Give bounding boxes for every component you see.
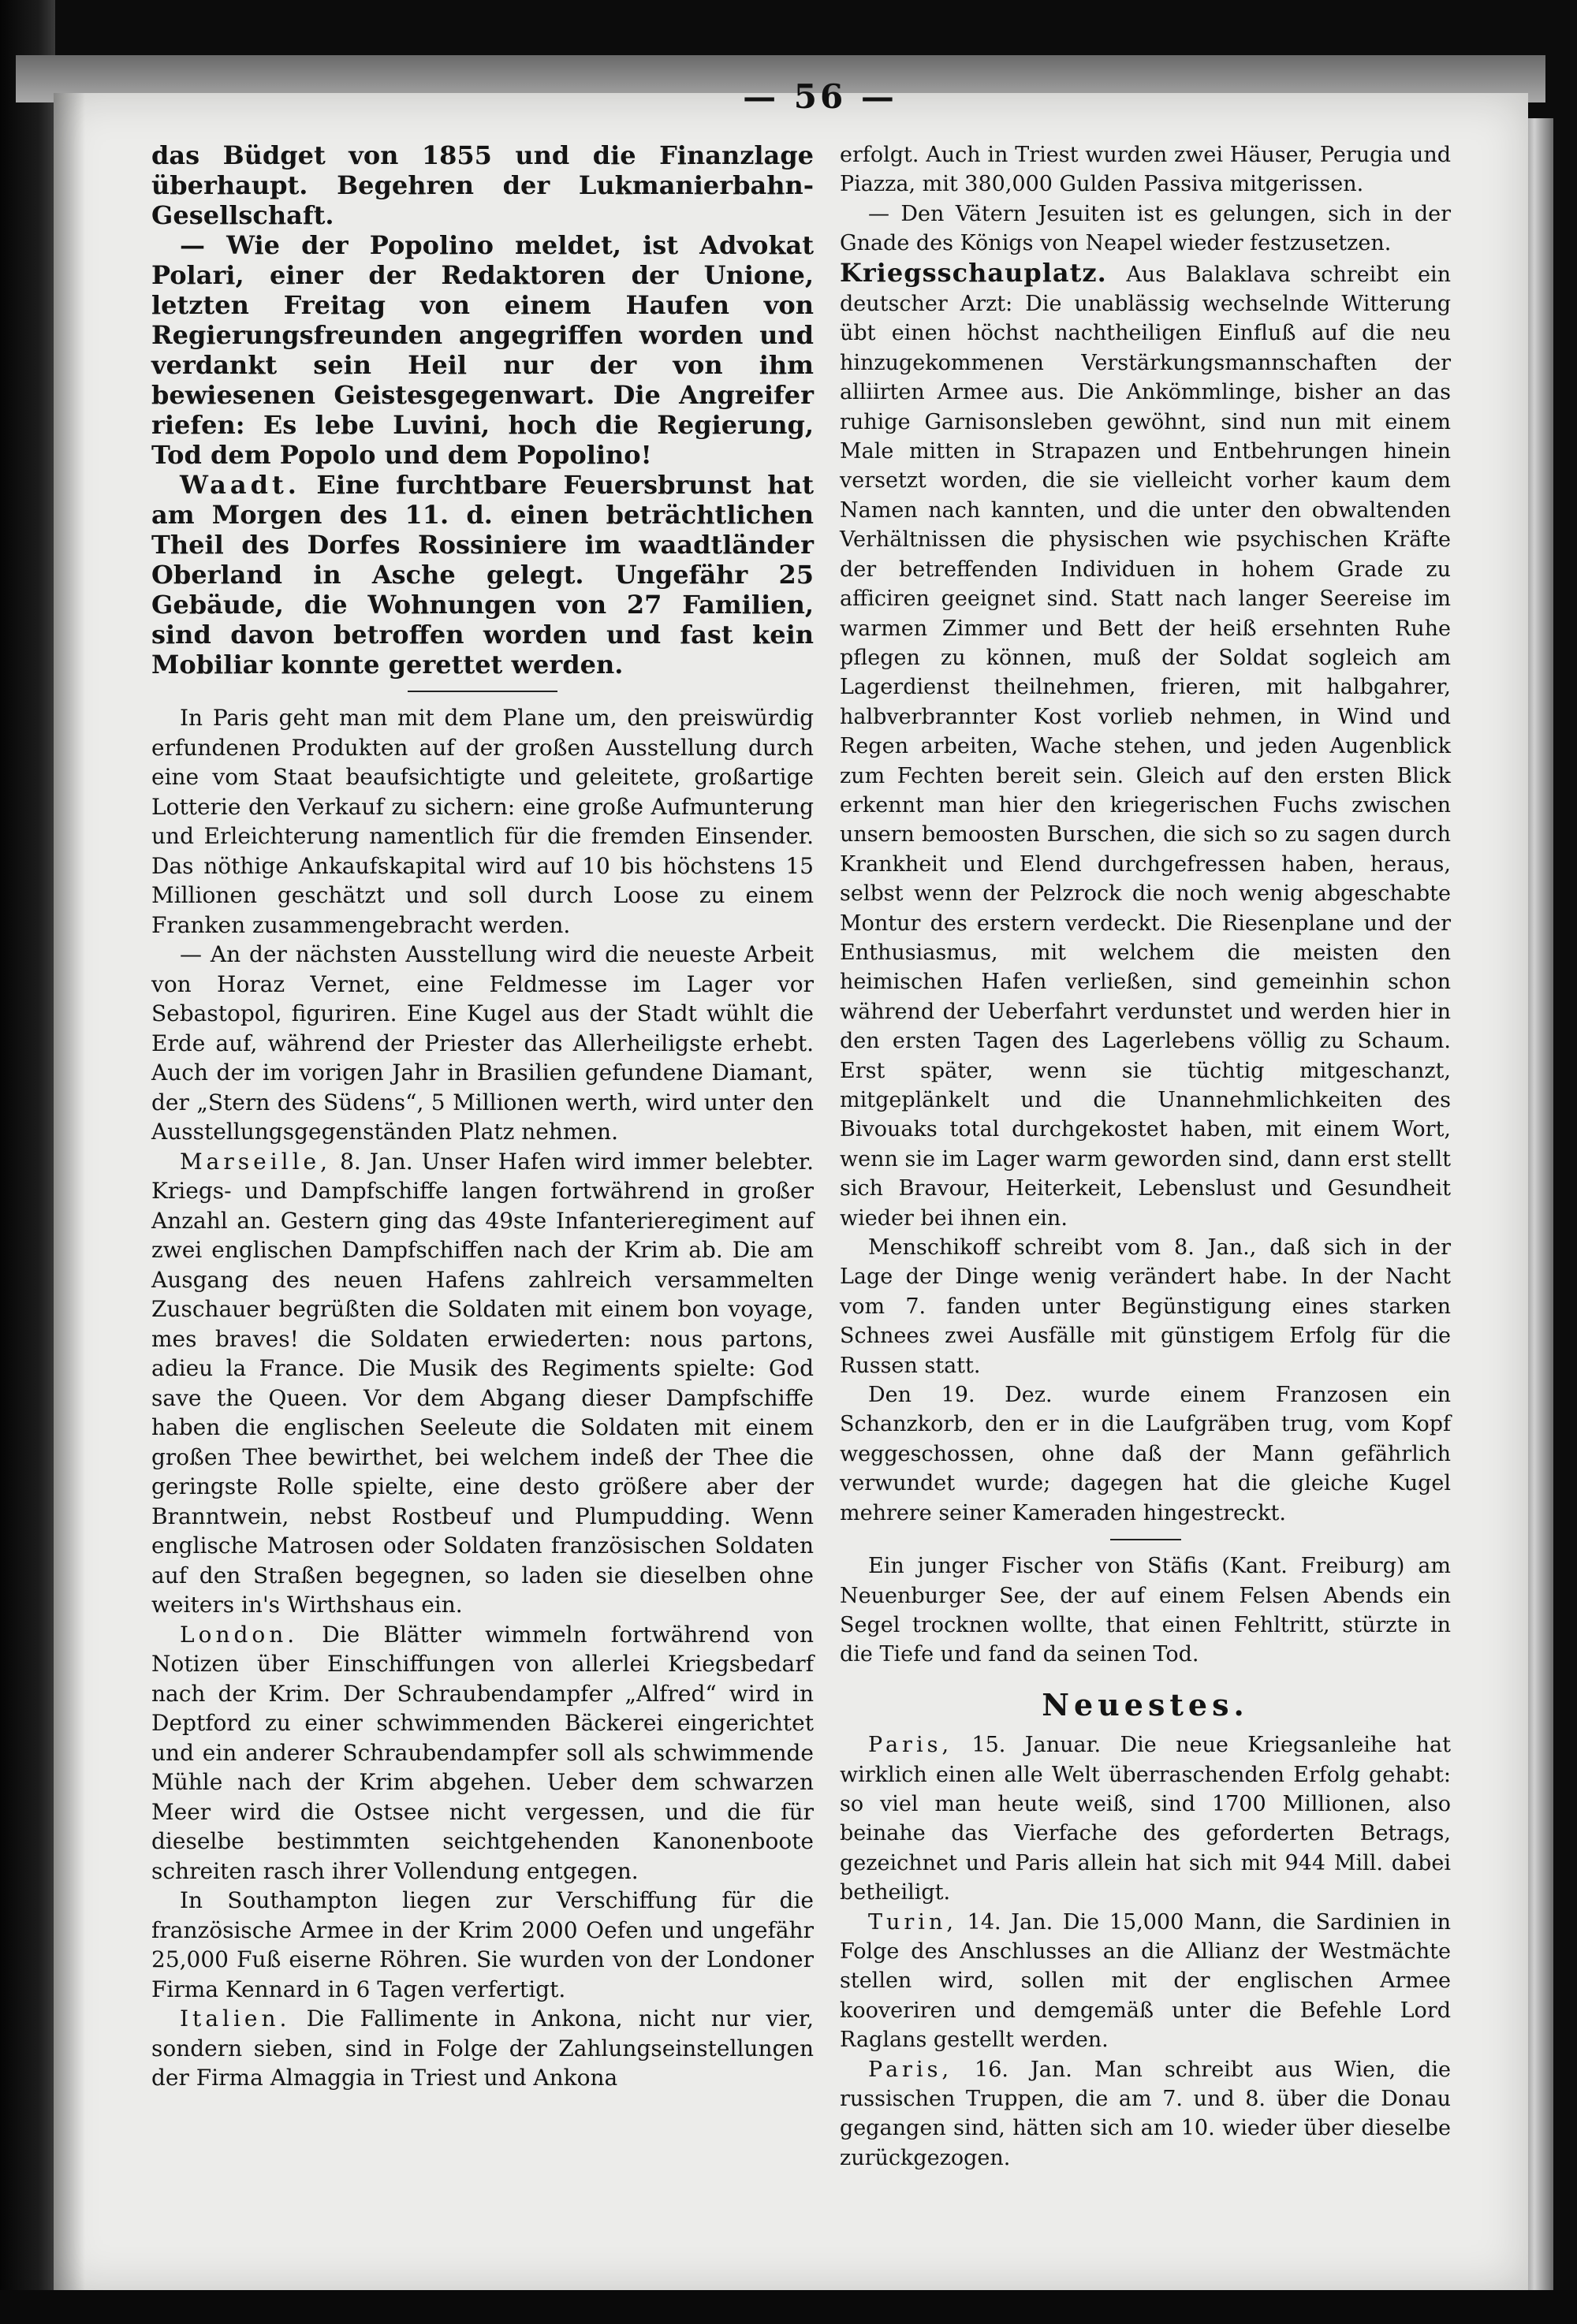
article-body: 8. Jan. Unser Hafen wird immer belebter. Kriegs- und Dampfschiffe langen fortwährend in großer Anzahl an. Gestern ging das 49ste Infanterieregiment auf zwei englischen Dampfschiffen nach der Krim ab. Die am Ausgang des neuen Hafens zahlreich versammelten Zuschauer begrüßten die Soldaten mit einem bon voyage, mes braves! die Soldaten erwiederten: nous partons, adieu la France. Die Musik des Regiments spielte: God save the Queen. Vor dem Abgang dieser Dampfschiffe haben die englischen Seeleute die Soldaten mit einem großen Thee bewirthet, bei welchem indeß der Thee die geringste Rolle spielte, eine desto größere aber der Branntwein, nebst Rostbeuf und Plumpudding. Wenn englische Matrosen oder Soldaten französischen Soldaten auf den Straßen begegnen, so laden sie dieselben ohne weiters in's Wirthshaus ein.	[151, 1148, 815, 1618]
dateline-place: London.	[180, 1621, 299, 1648]
dateline-place: Turin,	[868, 1909, 957, 1935]
section-title: Neuestes.	[1042, 1686, 1249, 1723]
article-body: 14. Jan. Die 15,000 Mann, die Sardinien in Folge des Anschlusses an die Allianz der Westmächte stellen wird, sollen mit der englischen Armee kooveriren und demgemäß unter die Befehle Lord Raglans gestellt werden.	[840, 1909, 1451, 2053]
article-body: 16. Jan. Man schreibt aus Wien, die russischen Truppen, die am 7. und 8. über die Donau gegangen sind, hätten sich am 10. wieder über dieselbe zurückgezogen.	[840, 2057, 1451, 2170]
article-text	[151, 1620, 814, 1886]
article-body: 15. Januar. Die neue Kriegsanleihe hat wirklich einen alle Welt überraschenden Erfolg gehabt: so viel man heute weiß, sind 1700 Millionen, also beinahe das Vierfache des geforderten Betrags, gezeichnet und Paris allein hat sich mit 944 Mill. dabei betheiligt.	[840, 1733, 1451, 1905]
left-column	[151, 140, 814, 2093]
article-text: Ein junger Fischer von Stäfis (Kant. Freiburg) am Neuenburger See, der auf einem Felsen Abends ein Segel trocknen wollte, that einen Fehltritt, stürzte in die Tiefe und fand da seinen Tod.	[840, 1554, 1451, 1667]
dateline-place: Marseille,	[180, 1148, 332, 1175]
article-text: — Den Vätern Jesuiten ist es gelungen, sich in der Gnade des Königs von Neapel wieder festzusetzen.	[840, 201, 1451, 256]
article-text: das Büdget von 1855 und die Finanzlage überhaupt. Begehren der Lukmanierbahn-Gesellschaft.	[151, 140, 814, 230]
article-body: Die Fallimente in Ankona, nicht nur vier, sondern sieben, sind in Folge der Zahlungseinstellungen der Firma Almaggia in Triest und Ankona	[151, 2006, 815, 2091]
article-text: In Paris geht man mit dem Plane um, den preiswürdig erfundenen Produkten auf der großen Ausstellung durch eine vom Staat beaufsichtigte und geleitete, großartige Lotterie den Verkauf zu sichern: eine große Aufmunterung und Erleichterung namentlich für die fremden Einsender. Das nöthige Ankaufskapital wird auf 10 bis höchstens 15 Millionen geschätzt und soll durch Loose zu einem Franken zusammengebracht werden.	[151, 705, 814, 938]
article-text	[840, 1908, 1451, 2055]
article-text	[840, 2055, 1451, 2173]
article-body: Eine furchtbare Feuersbrunst hat am Morgen des 11. d. einen beträchtlichen Theil des Dorfes Rossiniere im waadtländer Oberland in Asche gelegt. Ungefähr 25 Gebäude, die Wohnungen von 27 Familien, sind davon betroffen worden und fast kein Mobiliar konnte gerettet werden.	[151, 470, 815, 680]
separator-rule	[1110, 1539, 1181, 1540]
article-text	[151, 2004, 814, 2093]
article-text: — An der nächsten Ausstellung wird die neueste Arbeit von Horaz Vernet, eine Feldmesse im Lager vor Sebastopol, figuriren. Eine Kugel aus der Stadt wühlt die Erde auf, während der Priester das Allerheiligste erhebt. Auch der im vorigen Jahr in Brasilien gefundene Diamant, der „Stern des Südens“, 5 Millionen werth, wird unter den Ausstellungsgegenständen Platz nehmen.	[151, 941, 814, 1145]
separator-rule	[408, 691, 557, 692]
article-text	[840, 1730, 1451, 1907]
right-column	[840, 140, 1451, 2173]
page-number: — 56 —	[743, 77, 897, 116]
article-text: Menschikoff schreibt vom 8. Jan., daß sich in der Lage der Dinge wenig verändert habe. In der Nacht vom 7. fanden unter Begünstigung eines starken Schnees zwei Ausfälle mit günstigem Erfolg für die Russen statt.	[840, 1235, 1451, 1378]
section-heading-inline: Kriegsschauplatz.	[840, 257, 1107, 288]
article-text	[151, 470, 814, 680]
dateline-place: Italien.	[180, 2006, 291, 2032]
article-body: Die Blätter wimmeln fortwährend von Notizen über Einschiffungen von allerlei Kriegsbedarf nach der Krim. Der Schraubendampfer „Alfred“ wird in Deptford zu einer schwimmenden Bäckerei eingerichtet und ein anderer Schraubendampfer soll als schwimmende Mühle nach der Krim abgehen. Ueber dem schwarzen Meer wird die Ostsee nicht vergessen, und die für dieselbe bestimmten seichtgehenden Kanonenboote schreiten rasch ihrer Vollendung entgegen.	[151, 1621, 814, 1884]
article-body: Aus Balaklava schreibt ein deutscher Arzt: Die unablässig wechselnde Witterung übt einen höchst nachtheiligen Einfluß auf die neu hinzugekommenen Verstärkungsmannschaften der alliirten Armee aus. Die Ankömmlinge, bisher an das ruhige Garnisonsleben gewöhnt, sind nun mit einem Male mitten in Strapazen und Entbehrungen hinein versetzt worden, die sie vielleicht vorher kaum dem Namen nach kannten, und die unter den obwaltenden Verhältnissen die physischen wie psychischen Kräfte der betreffenden Individuen in hohem Grade zu afficiren geeignet sind. Statt nach langer Seereise im warmen Zimmer und Bett der heiß ersehnten Ruhe pflegen zu können, muß der Soldat sogleich am Lagerdienst theilnehmen, frieren, mit halbgahrer, halbverbrannter Kost vorlieb nehmen, in Wind und Regen arbeiten, Wache stehen, und jeden Augenblick zum Fechten bereit sein. Gleich auf den ersten Blick erkennt man hier den kriegerischen Fuchs zwischen unsern bemoosten Burschen, die sich so zu sagen durch Krankheit und Elend durchgefressen haben, heraus, selbst wenn der Pelzrock die noch wenig abgeschabte Montur des erstern verdeckt. Die Riesenplane und der Enthusiasmus, mit welchem die meisten den heimischen Hafen verließen, sind gemeinhin schon während der Ueberfahrt verdunstet und werden hier in den ersten Tagen des Lagerlebens völlig zu Schaum. Erst später, wenn sie tüchtig mitgeschanzt, mitgeplänkelt und die Unannehmlichkeiten des Bivouaks total durchgekostet haben, mit einem Wort, wenn sie im Lager warm geworden sind, dann erst stellt sich Bravour, Heiterkeit, Lebenslust und Gesundheit wieder bei ihnen ein.	[840, 262, 1451, 1231]
article-text: In Southampton liegen zur Verschiffung für die französische Armee in der Krim 2000 Oefen und ungefähr 25,000 Fuß eiserne Röhren. Sie wurden von der Londoner Firma Kennard in 6 Tagen verfertigt.	[151, 1887, 814, 2002]
scan-bottom-edge	[0, 2290, 1577, 2324]
book-binding-left	[0, 0, 55, 2324]
article-text: Den 19. Dez. wurde einem Franzosen ein Schanzkorb, den er in die Laufgräben trug, vom Kopf weggeschossen, ohne daß der Mann gefährlich verwundet wurde; dagegen hat die gleiche Kugel mehrere seiner Kameraden hingestreckt.	[840, 1383, 1451, 1525]
dateline-place: Waadt.	[180, 470, 300, 500]
article-text: — Wie der Popolino meldet, ist Advokat Polari, einer der Redaktoren der Unione, letzten Freitag von einem Haufen von Regierungsfreunden angegriffen worden und verdankt sein Heil nur der von ihm bewiesenen Geistesgegenwart. Die Angreifer riefen: Es lebe Luvini, hoch die Regierung, Tod dem Popolo und dem Popolino!	[151, 230, 814, 470]
article-text	[840, 259, 1451, 1233]
dateline-place: Paris,	[868, 1733, 953, 1758]
article-text: erfolgt. Auch in Triest wurden zwei Häuser, Perugia und Piazza, mit 380,000 Gulden Passiva mitgerissen.	[840, 143, 1451, 197]
dateline-place: Paris,	[868, 2057, 953, 2082]
article-text	[151, 1147, 814, 1620]
gutter-shadow	[54, 93, 85, 2292]
